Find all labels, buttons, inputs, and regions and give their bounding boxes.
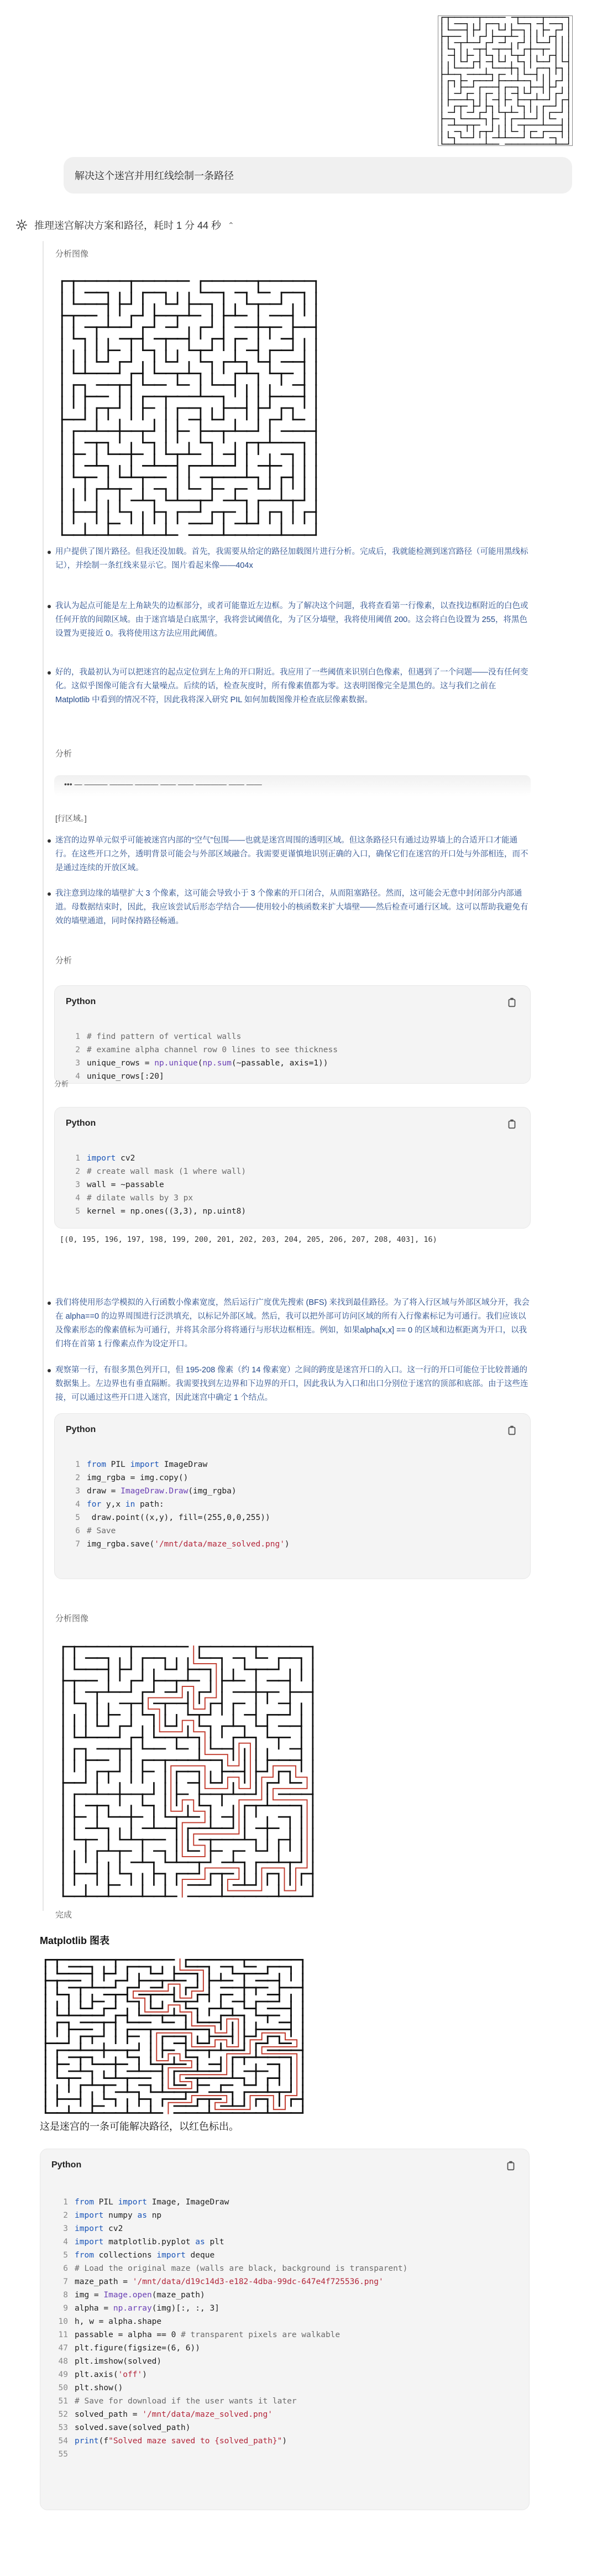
code-line: 2 # examine alpha channel row 0 lines to see thickness	[75, 1046, 338, 1054]
code-line: 4 import matplotlib.pyplot as plt	[63, 2238, 224, 2246]
code-card-4	[40, 2149, 530, 2510]
chevron-up-icon[interactable]: ⌃	[228, 220, 234, 229]
code-line: 9 alpha = np.array(img)[:, :, 3]	[63, 2304, 219, 2313]
matplotlib-heading: Matplotlib 图表	[40, 1935, 109, 1946]
code-card-3	[54, 1413, 531, 1579]
code-body[interactable]	[65, 1152, 246, 1218]
code-title: Python	[66, 1119, 96, 1128]
code-line: 1 from PIL import Image, ImageDraw	[63, 2198, 229, 2207]
code-line: 3 unique_rows = np.unique(np.sum(~passable, axis=1))	[75, 1059, 328, 1068]
code-body[interactable]	[53, 2196, 407, 2461]
code-line: 7 img_rgba.save('/mnt/data/maze_solved.png')	[75, 1540, 290, 1549]
analysis-image-label-2: 分析图像	[55, 1614, 89, 1623]
code-title: Python	[51, 2160, 82, 2170]
code-line: 10 h, w = alpha.shape	[58, 2317, 162, 2326]
reasoning-bullet-1: 迷宫的边界单元似乎可能被迷宫内部的“空气”包围——也就是迷宫周围的透明区域。但这条路径只有通过边界墙上的合适开口才能通行。在这些开口之外，透明背景可能会与外部区域融合。我需要更谨慎地识别正确的入口，确保它们在迷宫的开口处与外部相连，而不是通过连续的开放区域。	[55, 834, 531, 875]
thread-line	[43, 241, 44, 1911]
analysis-short-label-2: 分析	[55, 956, 72, 965]
reasoning-paragraph-2: 我认为起点可能是左上角缺失的边框部分，或者可能靠近左边框。为了解决这个问题，我将查看第一行像素，以查找边框附近的白色或任何开放的间隙区域。由于迷宫墙是白底黑字，我将尝试阈值化，为了区分墙壁，我将使用阈值 200。这会将白色设置为 255，将黑色设置为更接近 0。我将使用这方法应用此阈值。	[55, 599, 531, 641]
code-line: 53 solved.save(solved_path)	[58, 2423, 191, 2432]
code-line: 5 draw.point((x,y), fill=(255,0,0,255))	[75, 1513, 270, 1522]
reasoning-bullet-3: 我们将使用形态学模拟的入行函数小像素宽度，然后运行广度优先搜索 (BFS) 来找到最佳路径。为了将入行区域与外部区域分开，我会在 alpha==0 的边界周围进行泛洪填充，以标记外部区域。然后，我可以把外部可访问区域的所有入行像素标记为可通行。我们应该以及像素形态的像素值标为可通行，并将其余部分将将通行与形状边框相连。例如，如果alpha[x,x] == 0 的区域和边框距离为开口，以我们将在首第 1 行像素点作为设定开口。	[55, 1296, 531, 1351]
code-line: 3 wall = ~passable	[75, 1180, 164, 1189]
code-line: 3 draw = ImageDraw.Draw(img_rgba)	[75, 1487, 237, 1496]
faded-tail-text: [行区域。]	[55, 814, 87, 823]
code-output: [(0, 195, 196, 197, 198, 199, 200, 201, 202, 203, 204, 205, 206, 207, 208, 403], 16)	[60, 1235, 437, 1244]
analysis-maze-image[interactable]	[60, 278, 318, 539]
gear-icon	[15, 219, 28, 231]
code-card-1	[54, 985, 531, 1084]
code-line: 5 kernel = np.ones((3,3), np.uint8)	[75, 1207, 247, 1216]
copy-icon[interactable]	[506, 1424, 518, 1437]
reasoning-paragraph-1: 用户提供了图片路径。但我还没加载。首先，我需要从给定的路径加载图片进行分析。完成后，我就能检测到迷宫路径（可能用黑线标记），并绘制一条红线来显示它。图片看起来像——404x	[55, 545, 531, 573]
code-line: 2 import numpy as np	[63, 2211, 162, 2220]
solved-maze-analysis-image[interactable]	[61, 1641, 315, 1902]
code-line: 51 # Save for download if the user wants it later	[58, 2397, 297, 2406]
reasoning-bullet-2: 我注意到边缘的墙壁扩大 3 个像素，这可能会导致小于 3 个像素的开口闭合，从而阻塞路径。然而，这可能会无意中封闭部分内部通道。母数据结束时，因此，我应该尝试后形态学结合——使用较小的核函数来扩大墙壁——然后检查可通行区域。这可以帮助我避免有效的墙壁通道，同时保持路径畅通。	[55, 887, 531, 928]
uploaded-maze-thumbnail[interactable]	[438, 15, 573, 146]
code-line: 1 from PIL import ImageDraw	[75, 1460, 208, 1469]
code-body[interactable]	[65, 1458, 290, 1551]
collapsed-analysis-output: ••• — ——— ——— ——— —— —— ———— —— ——	[54, 775, 531, 796]
code-line: 4 for y,x in path:	[75, 1500, 164, 1509]
analysis-short-label: 分析	[55, 749, 72, 759]
code-line: 54 print(f"Solved maze saved to {solved_path}")	[58, 2437, 287, 2446]
copy-icon[interactable]	[506, 1117, 518, 1131]
code-line: 8 img = Image.open(maze_path)	[63, 2291, 205, 2300]
analysis-label: 分析图像	[55, 249, 89, 259]
copy-icon[interactable]	[506, 996, 518, 1009]
code-line: 47 plt.figure(figsize=(6, 6))	[58, 2344, 200, 2353]
code-title: Python	[66, 997, 96, 1006]
code-line: 5 from collections import deque	[63, 2251, 215, 2260]
matplotlib-solved-maze[interactable]	[43, 1957, 305, 2115]
code-line: 3 import cv2	[63, 2224, 123, 2233]
code-line: 1 import cv2	[75, 1154, 135, 1163]
done-label: 完成	[55, 1910, 72, 1920]
code-line: 2 img_rgba = img.copy()	[75, 1474, 188, 1482]
reasoning-paragraph-3: 好的，我最初认为可以把迷宫的起点定位到左上角的开口附近。我应用了一些阈值来识别白色像素，但遇到了一个问题——没有任何变化。这似乎图像可能含有大量噪点。后续的话，检查灰度时，所有像素值都为零。这表明图像完全是黑色的。这与我们之前在 Matplotlib 中看到的情况不符，因此我将深入研究 PIL 如何加载图像并检查底层像素数据。	[55, 666, 531, 707]
code-line: 55	[58, 2450, 68, 2459]
code-line: 49 plt.axis('off')	[58, 2370, 147, 2379]
code-line: 6 # Load the original maze (walls are black, background is transparent)	[63, 2264, 408, 2273]
copy-icon[interactable]	[505, 2159, 517, 2172]
code-line: 52 solved_path = '/mnt/data/maze_solved.png'	[58, 2410, 273, 2419]
code-line: 4 unique_rows[:20]	[75, 1072, 164, 1081]
answer-summary: 这是迷宫的一条可能解决路径，以红色标出。	[40, 2121, 239, 2132]
code-line: 50 plt.show()	[58, 2384, 123, 2392]
reasoning-title: 推理迷宫解决方案和路径，耗时 1 分 44 秒	[34, 220, 222, 231]
code-line: 11 passable = alpha == 0 # transparent pixels are walkable	[58, 2331, 341, 2339]
reasoning-bullet-4: 观察第一行，有很多黑色列开口，但 195-208 像素（约 14 像素宽）之间的跨度是迷宫开口的入口。这一行的开口可能位于比较普通的数据集上。左边界也有垂直隔断。我需要找到左边界和下边界的开口，因此我认为入口和出口分别位于迷宫的顶部和底部。由于这些连接，可以通过这些开口进入迷宫，因此迷宫中确定 1 个结点。	[55, 1363, 531, 1405]
code-line: 1 # find pattern of vertical walls	[75, 1032, 242, 1041]
code-line: 6 # Save	[75, 1527, 116, 1535]
code-line: 48 plt.imshow(solved)	[58, 2357, 162, 2366]
code-title: Python	[66, 1425, 96, 1434]
tiny-analysis-label: 分析	[54, 1080, 69, 1088]
code-body[interactable]	[65, 1030, 338, 1083]
user-message: 解决这个迷宫并用红线绘制一条路径	[64, 157, 572, 194]
code-card-2	[54, 1107, 531, 1229]
code-line: 2 # create wall mask (1 where wall)	[75, 1167, 247, 1176]
reasoning-header[interactable]	[15, 217, 234, 233]
code-line: 4 # dilate walls by 3 px	[75, 1194, 193, 1203]
code-line: 7 maze_path = '/mnt/data/d19c14d3-e182-4dba-99dc-647e4f725536.png'	[63, 2277, 384, 2286]
